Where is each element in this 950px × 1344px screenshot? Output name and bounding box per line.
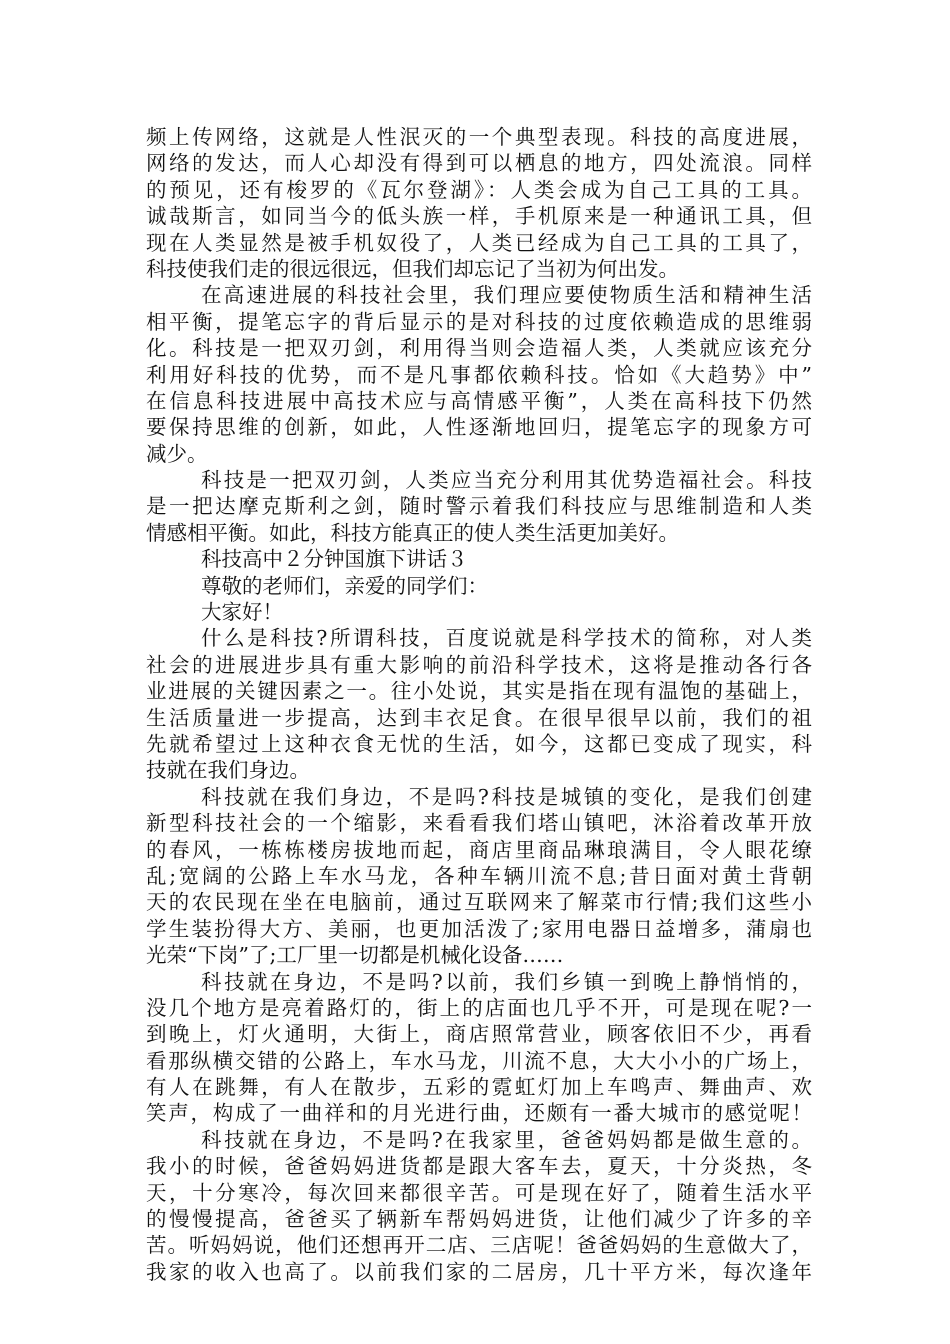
text-line: 情感相平衡。如此，科技方能真正的使人类生活更加美好。 [146, 520, 679, 545]
text-line: 新型科技社会的一个缩影，来看看我们塔山镇吧，沐浴着改革开放 [146, 811, 812, 836]
text-line: 科技是一把双刃剑，人类应当充分利用其优势造福社会。科技 [201, 468, 812, 493]
text-line: 光荣“下岗”了;工厂里一切都是机械化设备…… [146, 943, 564, 968]
text-line: 诚哉斯言，如同当今的低头族一样，手机原来是一种通讯工具，但 [146, 204, 812, 229]
text-line: 减少。 [146, 441, 208, 466]
text-line: 在信息科技进展中高技术应与高情感平衡”，人类在高科技下仍然 [146, 388, 812, 413]
text-line: 我小的时候，爸爸妈妈进货都是跟大客车去，夏天，十分炎热，冬 [146, 1154, 812, 1179]
text-line: 社会的进展进步具有重大影响的前沿科学技术，这将是推动各行各 [146, 652, 812, 677]
text-line: 科技使我们走的很远很远，但我们却忘记了当初为何出发。 [146, 256, 679, 281]
text-line: 有人在跳舞，有人在散步，五彩的霓虹灯加上车鸣声、舞曲声、欢 [146, 1075, 812, 1100]
text-line: 到晚上，灯火通明，大街上，商店照常营业，顾客依旧不少，再看 [146, 1022, 812, 1047]
text-line: 频上传网络，这就是人性泯灭的一个典型表现。科技的高度进展， [146, 125, 812, 149]
text-line: 笑声，构成了一曲祥和的月光进行曲，还颇有一番大城市的感觉呢！ [146, 1101, 812, 1126]
text-line: 现在人类显然是被手机奴役了，人类已经成为自己工具的工具了， [146, 230, 812, 255]
text-line: 我家的收入也高了。以前我们家的二居房，几十平方米，每次逢年 [146, 1259, 812, 1284]
text-line: 的预见，还有梭罗的《瓦尔登湖》：人类会成为自己工具的工具。 [146, 177, 812, 202]
text-line: 科技就在身边，不是吗?以前，我们乡镇一到晚上静悄悄的， [201, 969, 812, 994]
text-line: 科技就在身边，不是吗?在我家里，爸爸妈妈都是做生意的。 [201, 1127, 812, 1152]
document-page [146, 124, 812, 1285]
text-line: 先就希望过上这种衣食无忧的生活，如今，这都已变成了现实，科 [146, 731, 812, 756]
text-line: 看那纵横交错的公路上，车水马龙，川流不息，大大小小的广场上， [146, 1048, 812, 1073]
text-line: 苦。听妈妈说，他们还想再开二店、三店呢！爸爸妈妈的生意做大了， [146, 1233, 812, 1258]
text-line: 生活质量进一步提高，达到丰衣足食。在很早很早以前，我们的祖 [146, 705, 812, 730]
text-line: 网络的发达，而人心却没有得到可以栖息的地方，四处流浪。同样 [146, 151, 812, 176]
text-line: 乱;宽阔的公路上车水马龙，各种车辆川流不息;昔日面对黄土背朝 [146, 863, 812, 888]
text-line: 学生装扮得大方、美丽，也更加活泼了;家用电器日益增多，蒲扇也 [146, 916, 812, 941]
text-line: 利用好科技的优势，而不是凡事都依赖科技。恰如《大趋势》中” [146, 362, 812, 387]
text-line: 化。科技是一把双刃剑，利用得当则会造福人类，人类就应该充分 [146, 336, 812, 361]
text-line: 要保持思维的创新，如此，人性逐渐地回归，提笔忘字的现象方可 [146, 415, 812, 440]
text-line: 天的农民现在坐在电脑前，通过互联网来了解菜市行情;我们这些小 [146, 890, 812, 915]
text-line: 什么是科技?所谓科技，百度说就是科学技术的简称，对人类 [201, 626, 812, 651]
text-line: 相平衡，提笔忘字的背后显示的是对科技的过度依赖造成的思维弱 [146, 309, 812, 334]
text-line: 技就在我们身边。 [146, 758, 310, 783]
text-line: 大家好！ [201, 600, 283, 625]
text-line: 没几个地方是亮着路灯的，街上的店面也几乎不开，可是现在呢?一 [146, 995, 812, 1020]
text-line: 的慢慢提高，爸爸买了辆新车帮妈妈进货，让他们减少了许多的辛 [146, 1207, 812, 1232]
text-line: 的春风，一栋栋楼房拔地而起，商店里商品琳琅满目，令人眼花缭 [146, 837, 812, 862]
text-line: 在高速进展的科技社会里，我们理应要使物质生活和精神生活 [201, 283, 812, 308]
text-line: 天，十分寒冷，每次回来都很辛苦。可是现在好了，随着生活水平 [146, 1180, 812, 1205]
text-line: 科技就在我们身边，不是吗?科技是城镇的变化，是我们创建 [201, 784, 812, 809]
text-line: 是一把达摩克斯利之剑，随时警示着我们科技应与思维制造和人类 [146, 494, 812, 519]
text-line: 业进展的关键因素之一。往小处说，其实是指在现有温饱的基础上， [146, 679, 812, 704]
text-line: 科技高中２分钟国旗下讲话３ [201, 547, 468, 572]
text-line: 尊敬的老师们，亲爱的同学们： [201, 573, 488, 598]
